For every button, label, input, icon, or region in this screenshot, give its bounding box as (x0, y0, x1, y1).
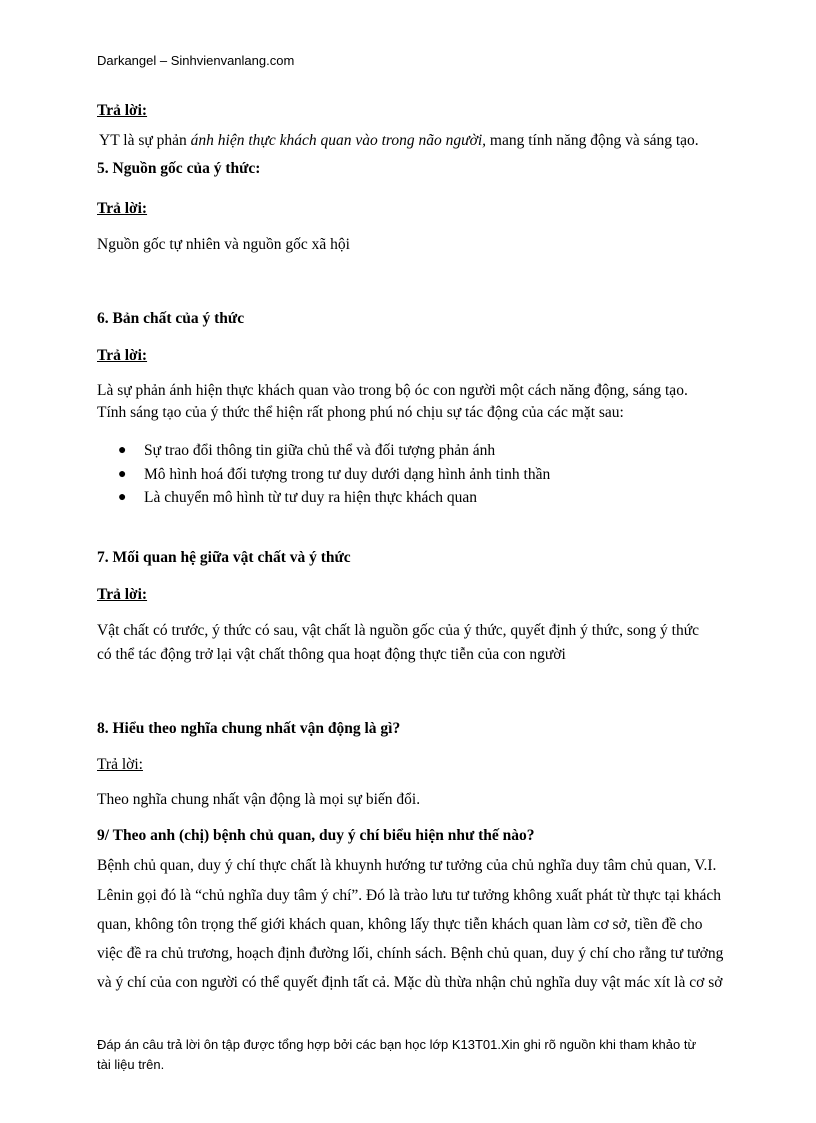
s7-answer-line-1: Vật chất có trước, ý thức có sau, vật chất là nguồn gốc của ý thức, quyết định ý thức, song ý thức (97, 622, 700, 639)
bullet-dot-icon: ● (118, 443, 127, 458)
s6-bullet-1: Sự trao đổi thông tin giữa chủ thể và đối tượng phản ánh (144, 442, 496, 459)
s6-bullet-2: Mô hình hoá đối tượng trong tư duy dưới dạng hình ảnh tinh thần (144, 466, 551, 483)
s6-answer-label: Trả lời: (97, 347, 148, 364)
s6-answer-line-1: Là sự phản ánh hiện thực khách quan vào trong bộ óc con người một cách năng động, sáng tạo. (97, 382, 688, 399)
s8-answer-label: Trả lời: (97, 756, 143, 773)
s8-answer: Theo nghĩa chung nhất vận động là mọi sự biến đổi. (97, 791, 421, 808)
s4-answer-label: Trả lời: (97, 102, 148, 119)
bullet-dot-icon: ● (118, 490, 127, 505)
s9-answer-line-4: việc đề ra chủ trương, hoạch định đường lối, chính sách. Bệnh chủ quan, duy ý chí cho rằng tư tưởng (97, 945, 724, 962)
footer-line-1: Đáp án câu trả lời ôn tập được tổng hợp bởi các bạn học lớp K13T01.Xin ghi rõ nguồn khi tham khảo từ (97, 1037, 697, 1052)
s7-answer-label: Trả lời: (97, 586, 148, 603)
footer-line-2: tài liệu trên. (97, 1057, 165, 1072)
s9-question: 9/ Theo anh (chị) bệnh chủ quan, duy ý chí biểu hiện như thế nào? (97, 827, 535, 844)
s9-answer-line-1: Bệnh chủ quan, duy ý chí thực chất là khuynh hướng tư tưởng của chủ nghĩa duy tâm chủ quan, V.I. (97, 857, 717, 874)
s5-answer: Nguồn gốc tự nhiên và nguồn gốc xã hội (97, 236, 350, 253)
s6-answer-line-2: Tính sáng tạo của ý thức thể hiện rất phong phú nó chịu sự tác động của các mặt sau: (97, 404, 624, 421)
s4-answer-prefix: YT là sự phản (99, 132, 191, 149)
s7-answer-line-2: có thể tác động trở lại vật chất thông qua hoạt động thực tiễn của con người (97, 646, 566, 663)
s7-question: 7. Mối quan hệ giữa vật chất và ý thức (97, 549, 351, 566)
s4-answer-italic: ánh hiện thực khách quan vào trong não người, (190, 132, 487, 149)
page-header: Darkangel – Sinhvienvanlang.com (97, 53, 295, 68)
s6-bullet-3: Là chuyển mô hình từ tư duy ra hiện thực khách quan (144, 489, 477, 506)
s5-answer-label: Trả lời: (97, 200, 148, 217)
s8-question: 8. Hiểu theo nghĩa chung nhất vận động là gì? (97, 720, 401, 737)
page-footer (97, 1035, 737, 1075)
s9-answer-line-2: Lênin gọi đó là “chủ nghĩa duy tâm ý chí”. Đó là trào lưu tư tưởng không xuất phát từ thực tại khách (97, 887, 721, 904)
s4-answer-suffix: mang tính năng động và sáng tạo. (486, 132, 699, 149)
s9-answer-line-3: quan, không tôn trọng thế giới khách quan, không lấy thực tiễn khách quan làm cơ sở, tiền đề cho (97, 916, 703, 933)
s4-answer (99, 131, 699, 151)
s9-answer-line-5: và ý chí của con người có thể quyết định tất cả. Mặc dù thừa nhận chủ nghĩa duy vật mác xít là cơ sở (97, 974, 723, 991)
s6-question: 6. Bản chất của ý thức (97, 310, 245, 327)
bullet-dot-icon: ● (118, 467, 127, 482)
s5-question: 5. Nguồn gốc của ý thức: (97, 160, 261, 177)
